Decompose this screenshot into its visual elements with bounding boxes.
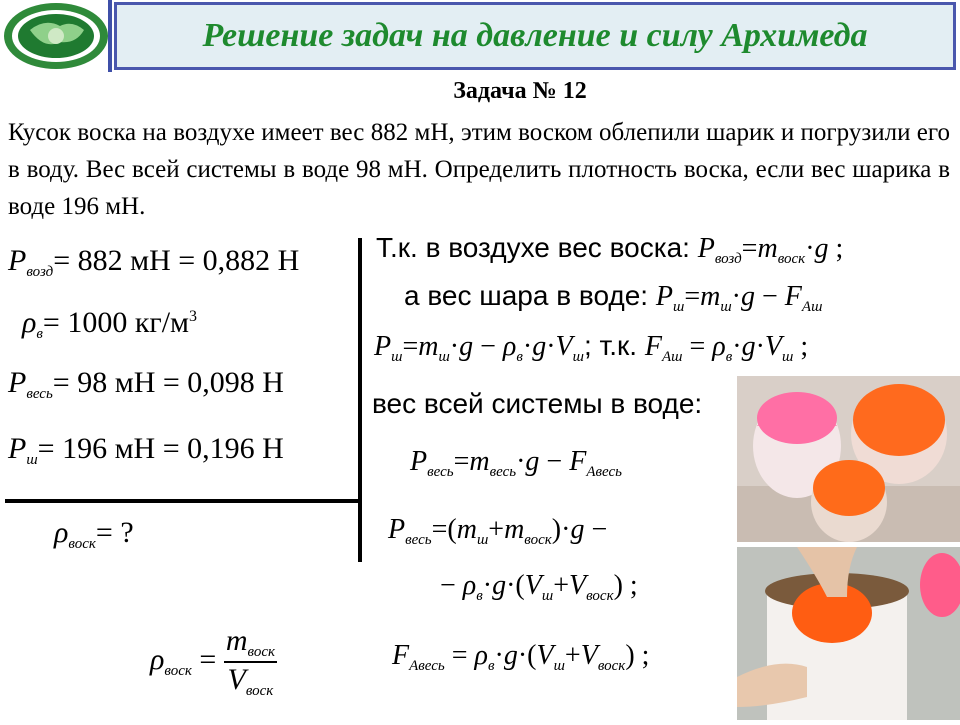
formula-p-total-expanded-1: $P_{весь}=(m_ш+m_{воск})\cdot g$ − (388, 514, 608, 548)
find-rho-wax: $\rho_{воск}=$ ? (54, 516, 134, 552)
solution-line-2: а вес шара в воде: $P_ш=m_ш\cdot g - F_{Аш}$ (404, 280, 823, 315)
given-p-total: $P_{весь}= 98$ мН = 0,098 Н (8, 366, 284, 402)
given-rho-water: $\rho_в= 1000$ $кг/м^3$ (22, 306, 198, 342)
globe-logo-icon (0, 0, 108, 72)
formula-p-total: $P_{весь}=m_{весь}\cdot g - F_{Авесь}$ (410, 446, 622, 480)
task-number: Задача № 12 (453, 78, 587, 104)
photo-wax-balloons (737, 376, 960, 542)
given-p-air: $P_{возд}= 882$ мН = 0,882 Н (8, 244, 300, 280)
solution-line-3: $P_ш=m_ш\cdot g - \rho_в\cdot g\cdot V_ш$; т.к. $F_{Аш} = \rho_в\cdot g\cdot V_ш$ ; (374, 330, 809, 365)
solution-line-1: Т.к. в воздухе вес воска: $P_{возд}=m_{воск}\cdot g$ ; (376, 232, 844, 267)
photo-balloon-in-water (737, 547, 960, 720)
logo (0, 0, 112, 72)
title-bar (114, 2, 956, 70)
horizontal-divider (5, 499, 360, 503)
page-title: Решение задач на давление и силу Архимеда (202, 17, 868, 54)
formula-f-archimedes-total: $F_{Авесь} = \rho_в\cdot g\cdot(V_ш+V_{воск})$ ; (392, 640, 650, 674)
vertical-divider (358, 238, 362, 562)
formula-p-total-expanded-2: − $\rho_в\cdot g\cdot(V_ш+V_{воск})$ ; (440, 570, 638, 604)
header (0, 0, 960, 72)
solution-line-4: вес всей системы в воде: (372, 388, 703, 419)
formula-rho-wax: $\rho_{воск}$ = $\frac{m_{воск}}{V_{воск}}$ (150, 624, 275, 699)
given-p-ball: $P_ш= 196$ мН = 0,196 Н (8, 432, 284, 468)
task-text: Кусок воска на воздухе имеет вес 882 мН, этим воском облепили шарик и погрузили его в воду. Вес всей системы в воде 98 мН. Определить плотность воска, если вес шарика в воде 196 мН. (8, 119, 950, 220)
